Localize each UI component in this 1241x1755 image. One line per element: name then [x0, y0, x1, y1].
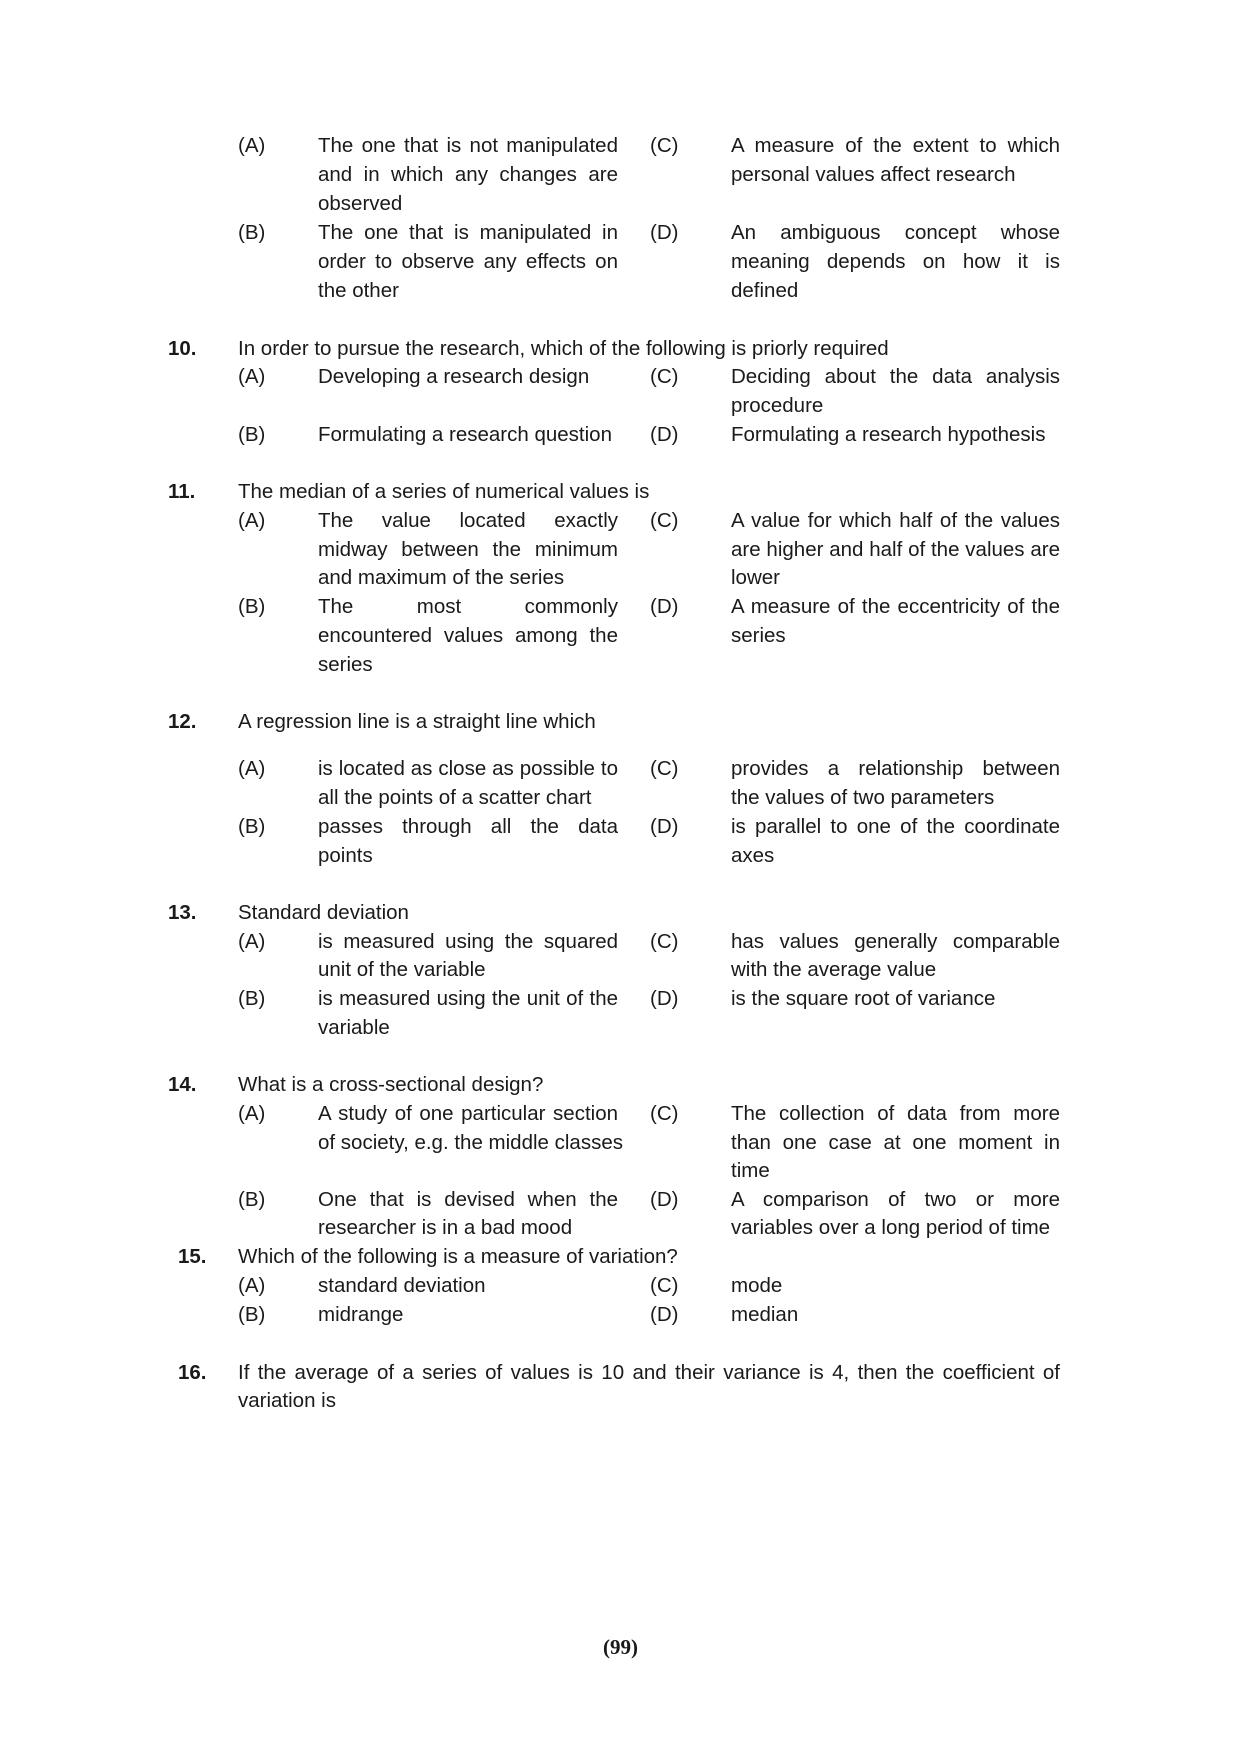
- question-number: 15.: [178, 1245, 207, 1268]
- option-label-a: (A): [238, 365, 266, 388]
- question-stem: The median of a series of numerical values is: [238, 480, 650, 503]
- question-stem: What is a cross-sectional design?: [238, 1073, 544, 1096]
- option-c-text: mode: [731, 1274, 783, 1297]
- option-label-c: (C): [650, 1102, 679, 1125]
- option-row: [238, 591, 1060, 623]
- question-stem: A regression line is a straight line which: [238, 710, 596, 733]
- option-label-a: (A): [238, 134, 266, 157]
- question-number: 11.: [168, 480, 196, 503]
- option-d-text: median: [731, 1303, 799, 1326]
- option-a-text: and maximum of the series: [318, 566, 565, 589]
- option-row: [238, 1299, 1060, 1331]
- option-label-a: (A): [238, 1274, 266, 1297]
- question-stem: variation is: [238, 1389, 336, 1412]
- option-row: [238, 1212, 1060, 1244]
- option-a-text: is located as close as possible to: [318, 757, 618, 780]
- option-c-text: time: [731, 1159, 770, 1182]
- option-label-b: (B): [238, 987, 266, 1010]
- option-c-text: personal values affect research: [731, 163, 1016, 186]
- option-row: [238, 840, 1060, 872]
- option-d-text: defined: [731, 279, 799, 302]
- option-b-text: variable: [318, 1016, 390, 1039]
- option-row: [238, 188, 1060, 220]
- option-b-text: points: [318, 844, 373, 867]
- option-label-c: (C): [650, 1274, 679, 1297]
- option-b-text: One that is devised when the: [318, 1188, 618, 1211]
- question-stem: Which of the following is a measure of variation?: [238, 1245, 678, 1268]
- question-number: 10.: [168, 337, 197, 360]
- option-label-c: (C): [650, 509, 679, 532]
- option-row: [238, 983, 1060, 1015]
- option-c-text: The collection of data from more: [731, 1102, 1060, 1125]
- option-row: [238, 1098, 1060, 1130]
- option-a-text: midway between the minimum: [318, 538, 618, 561]
- option-c-text: procedure: [731, 394, 824, 417]
- option-b-text: The most commonly: [318, 595, 618, 618]
- option-c-text: than one case at one moment in: [731, 1131, 1060, 1154]
- option-b-text: the other: [318, 279, 399, 302]
- option-d-text: is the square root of variance: [731, 987, 996, 1010]
- option-row: [238, 505, 1060, 537]
- option-label-b: (B): [238, 595, 266, 618]
- option-d-text: A comparison of two or more: [731, 1188, 1060, 1211]
- option-label-c: (C): [650, 365, 679, 388]
- option-label-b: (B): [238, 423, 266, 446]
- question-stem: If the average of a series of values is 10 and their variance is 4, then the coefficient of: [238, 1361, 1060, 1384]
- option-row: [238, 419, 1060, 451]
- option-label-d: (D): [650, 1303, 679, 1326]
- option-label-d: (D): [650, 1188, 679, 1211]
- option-row: [238, 275, 1060, 307]
- option-row: [238, 753, 1060, 785]
- option-row: [238, 217, 1060, 249]
- option-b-text: order to observe any effects on: [318, 250, 618, 273]
- option-c-text: with the average value: [731, 958, 937, 981]
- option-d-text: is parallel to one of the coordinate: [731, 815, 1060, 838]
- option-label-c: (C): [650, 757, 679, 780]
- option-label-a: (A): [238, 509, 266, 532]
- option-d-text: variables over a long period of time: [731, 1216, 1051, 1239]
- option-b-text: series: [318, 653, 373, 676]
- option-label-c: (C): [650, 134, 679, 157]
- option-row: [238, 390, 1060, 422]
- option-row: [238, 246, 1060, 278]
- option-row: [238, 782, 1060, 814]
- option-a-text: is measured using the squared: [318, 930, 618, 953]
- page-number: (99): [603, 1635, 638, 1659]
- option-label-d: (D): [650, 987, 679, 1010]
- option-label-d: (D): [650, 221, 679, 244]
- option-b-text: passes through all the data: [318, 815, 618, 838]
- option-c-text: A measure of the extent to which: [731, 134, 1060, 157]
- option-label-a: (A): [238, 757, 266, 780]
- option-label-b: (B): [238, 1303, 266, 1326]
- question-stem: In order to pursue the research, which of the following is priorly required: [238, 337, 889, 360]
- option-b-text: The one that is manipulated in: [318, 221, 618, 244]
- option-row: [238, 130, 1060, 162]
- option-c-text: are higher and half of the values are: [731, 538, 1060, 561]
- question-number: 13.: [168, 901, 197, 924]
- option-d-text: A measure of the eccentricity of the: [731, 595, 1060, 618]
- option-c-text: lower: [731, 566, 780, 589]
- option-a-text: of society, e.g. the middle classes: [318, 1131, 623, 1154]
- option-a-text: The one that is not manipulated: [318, 134, 618, 157]
- question-number: 14.: [168, 1073, 197, 1096]
- option-row: [238, 1155, 1060, 1187]
- option-a-text: Developing a research design: [318, 365, 590, 388]
- option-d-text: meaning depends on how it is: [731, 250, 1060, 273]
- question-stem: Standard deviation: [238, 901, 409, 924]
- option-d-text: series: [731, 624, 786, 647]
- option-row: [238, 1270, 1060, 1302]
- question-number: 12.: [168, 710, 197, 733]
- option-d-text: Formulating a research hypothesis: [731, 423, 1046, 446]
- option-c-text: Deciding about the data analysis: [731, 365, 1060, 388]
- option-a-text: A study of one particular section: [318, 1102, 618, 1125]
- option-a-text: The value located exactly: [318, 509, 618, 532]
- option-row: [238, 159, 1060, 191]
- option-label-a: (A): [238, 930, 266, 953]
- option-d-text: An ambiguous concept whose: [731, 221, 1060, 244]
- option-a-text: standard deviation: [318, 1274, 486, 1297]
- option-c-text: has values generally comparable: [731, 930, 1060, 953]
- option-b-text: Formulating a research question: [318, 423, 612, 446]
- option-label-d: (D): [650, 423, 679, 446]
- option-b-text: encountered values among the: [318, 624, 618, 647]
- option-row: [238, 649, 1060, 681]
- option-label-b: (B): [238, 1188, 266, 1211]
- option-label-d: (D): [650, 815, 679, 838]
- option-label-d: (D): [650, 595, 679, 618]
- option-c-text: the values of two parameters: [731, 786, 995, 809]
- option-b-text: midrange: [318, 1303, 404, 1326]
- option-label-b: (B): [238, 221, 266, 244]
- option-row: [238, 954, 1060, 986]
- option-label-a: (A): [238, 1102, 266, 1125]
- option-row: [238, 1012, 1060, 1044]
- option-row: [238, 562, 1060, 594]
- option-d-text: axes: [731, 844, 775, 867]
- question-number: 16.: [178, 1361, 207, 1384]
- option-label-b: (B): [238, 815, 266, 838]
- option-a-text: unit of the variable: [318, 958, 486, 981]
- option-b-text: researcher is in a bad mood: [318, 1216, 573, 1239]
- option-a-text: all the points of a scatter chart: [318, 786, 592, 809]
- option-row: [238, 620, 1060, 652]
- option-b-text: is measured using the unit of the: [318, 987, 618, 1010]
- option-row: [238, 361, 1060, 393]
- option-c-text: A value for which half of the values: [731, 509, 1060, 532]
- option-label-c: (C): [650, 930, 679, 953]
- option-row: [238, 811, 1060, 843]
- option-c-text: provides a relationship between: [731, 757, 1060, 780]
- option-a-text: and in which any changes are: [318, 163, 618, 186]
- option-a-text: observed: [318, 192, 403, 215]
